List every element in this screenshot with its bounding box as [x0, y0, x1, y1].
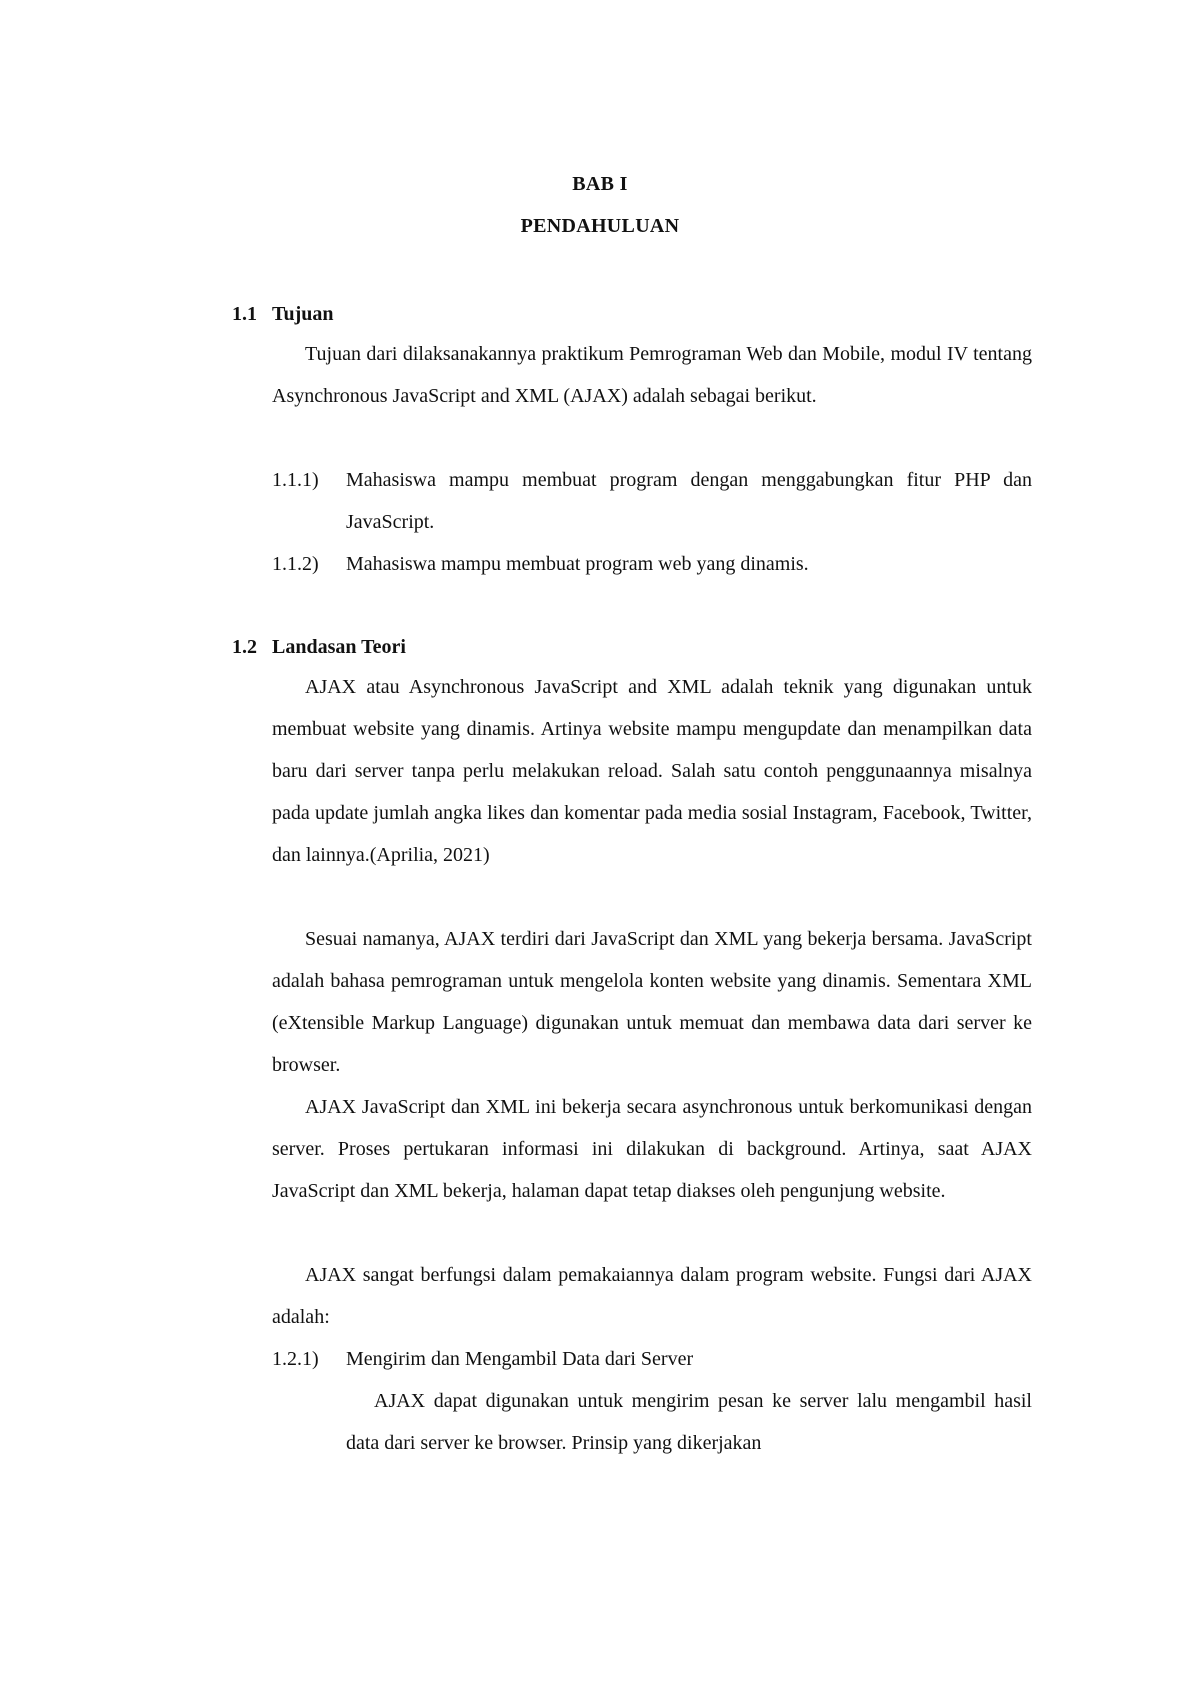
- section-number: 1.1: [232, 303, 257, 325]
- list-item: [272, 1338, 1032, 1380]
- list-item-number: 1.1.1): [272, 469, 319, 491]
- list-item-number: 1.1.2): [272, 553, 319, 575]
- list-item: [272, 459, 1032, 543]
- body-paragraph: AJAX atau Asynchronous JavaScript and XML adalah teknik yang digunakan untuk membuat website yang dinamis. Artinya website mampu mengupdate dan menampilkan data baru dari server tanpa perlu melakukan reload. Salah satu contoh penggunaannya misalnya pada update jumlah angka likes dan komentar pada media sosial Instagram, Facebook, Twitter, dan lainnya.(Aprilia, 2021): [272, 676, 1032, 866]
- body-paragraph: AJAX sangat berfungsi dalam pemakaiannya dalam program website. Fungsi dari AJAX adalah:: [272, 1264, 1032, 1328]
- chapter-label: BAB I: [572, 173, 628, 195]
- section-heading-landasan-teori: [232, 636, 406, 659]
- body-paragraph: AJAX JavaScript dan XML ini bekerja secara asynchronous untuk berkomunikasi dengan server. Proses pertukaran informasi ini dilakukan di background. Artinya, saat AJAX JavaScript dan XML bekerja, halaman dapat tetap diakses oleh pengunjung website.: [272, 1096, 1032, 1202]
- body-paragraph: Sesuai namanya, AJAX terdiri dari JavaScript dan XML yang bekerja bersama. JavaScript adalah bahasa pemrograman untuk mengelola konten website yang dinamis. Sementara XML (eXtensible Markup Language) digunakan untuk memuat dan membawa data dari server ke browser.: [272, 928, 1032, 1076]
- list-item: [272, 543, 1032, 585]
- list-item-number: 1.2.1): [272, 1348, 319, 1370]
- section-number: 1.2: [232, 636, 257, 658]
- list-item-text: Mahasiswa mampu membuat program dengan menggabungkan fitur PHP dan JavaScript.: [346, 469, 1032, 533]
- tujuan-intro-paragraph: Tujuan dari dilaksanakannya praktikum Pemrograman Web dan Mobile, modul IV tentang Asynchronous JavaScript and XML (AJAX) adalah sebagai berikut.: [272, 343, 1032, 407]
- list-item-text: Mahasiswa mampu membuat program web yang dinamis.: [346, 553, 809, 575]
- section-heading-tujuan: [232, 303, 334, 326]
- sub-item-paragraph: AJAX dapat digunakan untuk mengirim pesan ke server lalu mengambil hasil data dari server ke browser. Prinsip yang dikerjakan: [346, 1390, 1032, 1454]
- section-title: Tujuan: [272, 303, 334, 325]
- section-title: Landasan Teori: [272, 636, 406, 658]
- list-item-text: Mengirim dan Mengambil Data dari Server: [346, 1348, 694, 1370]
- chapter-title: PENDAHULUAN: [520, 215, 680, 237]
